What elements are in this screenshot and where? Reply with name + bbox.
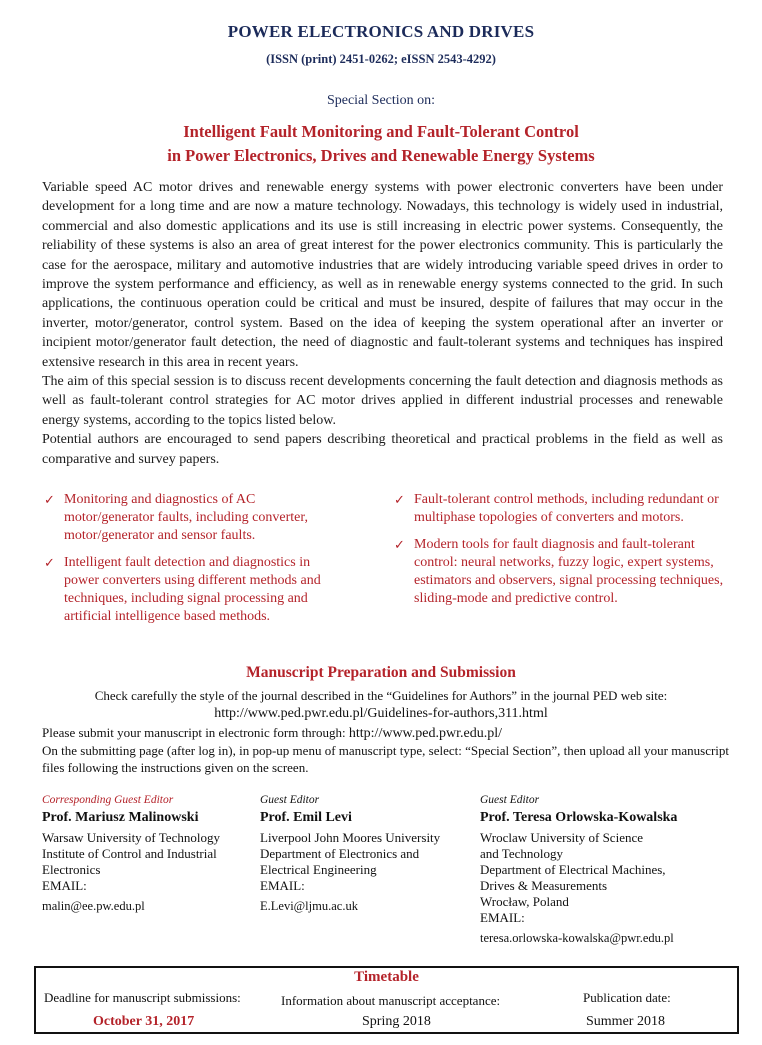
editor-malinowski	[42, 792, 262, 914]
guidelines-link[interactable]: http://www.ped.pwr.edu.pl/Guidelines-for-authors,311.html	[214, 706, 548, 721]
editor-role: Corresponding Guest Editor	[42, 794, 174, 806]
guidelines-text: Check carefully the style of the journal described in the “Guidelines for Authors” in the journal PED web site:	[94, 688, 668, 703]
editor-email[interactable]: malin@ee.pw.edu.pl	[42, 899, 145, 913]
editor-name: Prof. Emil Levi	[260, 810, 352, 825]
publication-label: Publication date:	[583, 990, 671, 1005]
topic-item	[394, 491, 724, 527]
checkmark-icon: ✓	[44, 555, 55, 570]
deadline-label: Deadline for manuscript submissions:	[44, 990, 241, 1005]
editor-affiliation-line: Drives & Measurements	[480, 878, 608, 893]
checkmark-icon: ✓	[394, 537, 405, 552]
timetable-title: Timetable	[354, 969, 419, 985]
topic-text: Modern tools for fault diagnosis and fault-tolerant control: neural networks, fuzzy logic, expert systems, estimators and observers, signal processing techniques, sliding-mode and predictive control.	[414, 537, 724, 606]
timetable-box	[34, 966, 739, 1034]
section-title	[0, 120, 762, 168]
journal-issn: (ISSN (print) 2451-0262; eISSN 2543-4292)	[266, 52, 496, 66]
checkmark-icon: ✓	[394, 492, 405, 507]
editor-affiliation-line: Department of Electrical Machines,	[480, 862, 666, 877]
submit-link[interactable]: http://www.ped.pwr.edu.pl/	[348, 726, 502, 741]
topic-item	[394, 536, 724, 608]
upload-instructions: On the submitting page (after log in), in pop-up menu of manuscript type, select: “Special Section”, then upload all your manuscript files following the instructions given on the screen.	[42, 743, 730, 775]
editor-affiliation-line: Warsaw University of Technology	[42, 830, 220, 845]
editor-affiliation-line: EMAIL:	[480, 910, 525, 925]
topic-item	[44, 554, 344, 626]
editor-name: Prof. Mariusz Malinowski	[42, 810, 199, 825]
intro-text	[42, 178, 723, 469]
acceptance-label: Information about manuscript acceptance:	[281, 993, 501, 1008]
section-title-line1: Intelligent Fault Monitoring and Fault-Tolerant Control	[183, 122, 579, 141]
editor-role: Guest Editor	[260, 794, 320, 806]
editor-email[interactable]: E.Levi@ljmu.ac.uk	[260, 899, 358, 913]
editor-affiliation-line: Institute of Control and Industrial	[42, 846, 217, 861]
checkmark-icon: ✓	[44, 492, 55, 507]
editor-name: Prof. Teresa Orlowska-Kowalska	[480, 810, 678, 825]
journal-title: POWER ELECTRONICS AND DRIVES	[227, 22, 535, 41]
section-title-line2: in Power Electronics, Drives and Renewable Energy Systems	[167, 146, 595, 165]
editor-role: Guest Editor	[480, 794, 540, 806]
topic-text: Fault-tolerant control methods, including redundant or multiphase topologies of converters and motors.	[414, 492, 719, 525]
editor-levi	[260, 792, 475, 914]
publication-value: Summer 2018	[586, 1014, 665, 1029]
editor-affiliation-line: and Technology	[480, 846, 563, 861]
acceptance-value: Spring 2018	[362, 1014, 431, 1029]
editor-affiliation-line: Liverpool John Moores University	[260, 830, 441, 845]
submit-line	[42, 724, 732, 742]
topic-text: Intelligent fault detection and diagnostics in power converters using different methods and techniques, including signal processing and artificial intelligence based methods.	[64, 555, 321, 624]
editor-affiliation-line: Electrical Engineering	[260, 862, 377, 877]
editor-email[interactable]: teresa.orlowska-kowalska@pwr.edu.pl	[480, 931, 674, 945]
topic-item	[44, 491, 344, 545]
intro-paragraph-1: Variable speed AC motor drives and renewable energy systems with power electronic converters have been under development for a long time and are now a mature technology. Nowadays, this technology is widely used in industrial, commercial and also domestic applications and its use is still increasing in electric power systems. Consequently, the reliability of these systems is also an area of great interest for the power electronics community. This is particularly the case for the aerospace, military and automotive industries that are widely introducing variable speed drives in order to improve the system performance and efficiency, as well as in renewable energy systems connected to the grid. In such applications, the continuous operation could be critical and must be insured, despite of failures that may occur in the inverter, motor/generator, control system. Based on the idea of keeping the system operational after an inverter or incipient motor/generator fault detection, the need of diagnostic and fault-tolerant systems and techniques has inspired extensive research in this area in recent years.	[42, 180, 723, 370]
editor-affiliation-line: Wrocław, Poland	[480, 894, 569, 909]
topics-right-column	[394, 491, 724, 617]
topics-left-column	[44, 491, 344, 635]
submit-text: Please submit your manuscript in electronic form through:	[42, 725, 349, 740]
topic-text: Monitoring and diagnostics of AC motor/generator faults, including converter, motor/generator and sensor faults.	[64, 492, 308, 543]
editor-affiliation-line: Wroclaw University of Science	[480, 830, 644, 845]
intro-paragraph-2: The aim of this special session is to discuss recent developments concerning the fault detection and diagnosis methods as well as fault-tolerant control strategies for AC motor drives applied in different industrial processes and renewable energy systems, according to the topics listed below.	[42, 374, 723, 428]
editor-affiliation-line: EMAIL:	[260, 878, 305, 893]
editor-orlowska-kowalska	[480, 792, 735, 946]
manuscript-heading: Manuscript Preparation and Submission	[246, 664, 516, 681]
intro-paragraph-3: Potential authors are encouraged to send papers describing theoretical and practical problems in the field as well as comparative and survey papers.	[42, 432, 723, 467]
editor-affiliation-line: Department of Electronics and	[260, 846, 420, 861]
deadline-value: October 31, 2017	[93, 1014, 195, 1029]
editor-affiliation-line: EMAIL:	[42, 878, 87, 893]
special-section-label: Special Section on:	[326, 93, 436, 108]
submission-instructions	[42, 724, 732, 776]
editor-affiliation-line: Electronics	[42, 862, 101, 877]
